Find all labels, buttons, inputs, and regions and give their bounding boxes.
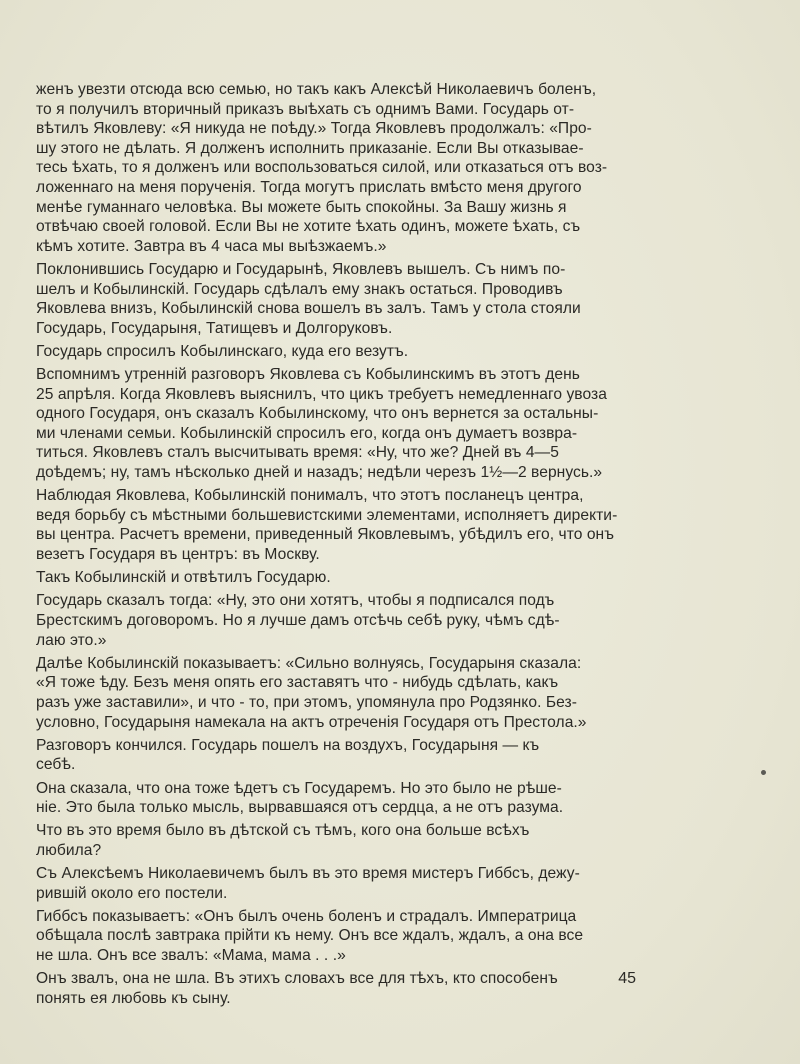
page-number: 45 [618, 970, 636, 987]
ink-speck [761, 770, 766, 775]
paragraph: Вспомнимъ утренній разговоръ Яковлева съ Кобылинскимъ въ этотъ день 25 апрѣля. Когда Яковлевъ выяснилъ, что цикъ требуетъ немедленнаго увоза одного Государя, онъ сказалъ Кобылинскому, что онъ вернется за остальны- ми членами семьи. Кобылинскій спросилъ его, когда онъ думаетъ возвра- титься. Яковлевъ сталъ высчитывать время: «Ну, что же? Дней въ 4—5 доѣдемъ; ну, тамъ нѣсколько дней и назадъ; недѣли черезъ 1½—2 вернусь.» [36, 366, 607, 482]
paragraph: женъ увезти отсюда всю семью, но такъ какъ Алексѣй Николаевичъ боленъ, то я получилъ вторичный приказъ выѣхать съ однимъ Вами. Государь от- вѣтилъ Яковлеву: «Я никуда не поѣду.» Тогда Яковлевъ продолжалъ: «Про- шу этого не дѣлать. Я долженъ исполнить приказаніе. Если Вы отказывае- тесь ѣхать, то я долженъ или воспользоваться силой, или отказаться отъ воз- ложеннаго на меня порученія. Тогда могутъ прислать вмѣсто меня другого менѣе гуманнаго человѣка. Вы можете быть спокойны. За Вашу жизнь я отвѣчаю своей головой. Если Вы не хотите ѣхать одинъ, можете ѣхать, съ кѣмъ хотите. Завтра въ 4 часа мы выѣзжаемъ.» [36, 81, 608, 255]
paragraph: Государь сказалъ тогда: «Ну, это они хотятъ, чтобы я подписался подъ Брестскимъ договоромъ. Но я лучше дамъ отсѣчь себѣ руку, чѣмъ сдѣ- лаю это.» [36, 592, 560, 649]
paragraph: Онъ звалъ, она не шла. Въ этихъ словахъ все для тѣхъ, кто способенъ понять ея любовь къ сыну. [36, 970, 558, 1007]
paragraph: Съ Алексѣемъ Николаевичемъ былъ въ это время мистеръ Гиббсъ, дежу- рившій около его постели. [36, 865, 580, 902]
paragraph: Наблюдая Яковлева, Кобылинскій понималъ, что этотъ посланецъ центра, ведя борьбу съ мѣстными большевистскими элементами, исполняетъ директи- вы центра. Расчетъ времени, приведенный Яковлевымъ, убѣдилъ его, что онъ везетъ Государя въ центръ: въ Москву. [36, 487, 618, 564]
paragraph: Разговоръ кончился. Государь пошелъ на воздухъ, Государыня — къ себѣ. [36, 736, 540, 774]
paragraph: Она сказала, что она тоже ѣдетъ съ Государемъ. Но это было не рѣше- ніе. Это была только мысль, вырвавшаяся отъ сердца, а не отъ разума. [36, 779, 564, 817]
paragraph: Поклонившись Государю и Государынѣ, Яковлевъ вышелъ. Съ нимъ по- шелъ и Кобылинскій. Государь сдѣлалъ ему знакъ остаться. Проводивъ Яковлева внизъ, Кобылинскій снова вошелъ въ залъ. Тамъ у стола стояли Государь, Государыня, Татищевъ и Долгоруковъ. [36, 260, 581, 337]
paragraph: Далѣе Кобылинскій показываетъ: «Сильно волнуясь, Государыня сказала: «Я тоже ѣду. Безъ меня опять его заставятъ что - нибудь сдѣлать, какъ разъ уже заставили», и что - то, при этомъ, упомянула про Родзянко. Без- условно, Государыня намекала на актъ отреченія Государя отъ Престола.» [36, 654, 587, 731]
page-text [36, 80, 644, 1012]
paragraph: Что въ это время было въ дѣтской съ тѣмъ, кого она больше всѣхъ любила? [36, 822, 530, 859]
paragraph: Гиббсъ показываетъ: «Онъ былъ очень боленъ и страдалъ. Императрица обѣщала послѣ завтрака прійти къ нему. Онъ все ждалъ, ждалъ, а она все не шла. Онъ все звалъ: «Мама, мама . . .» [36, 907, 584, 965]
paragraph: Такъ Кобылинскій и отвѣтилъ Государю. [36, 569, 331, 587]
paragraph: Государь спросилъ Кобылинскаго, куда его везутъ. [36, 342, 409, 360]
